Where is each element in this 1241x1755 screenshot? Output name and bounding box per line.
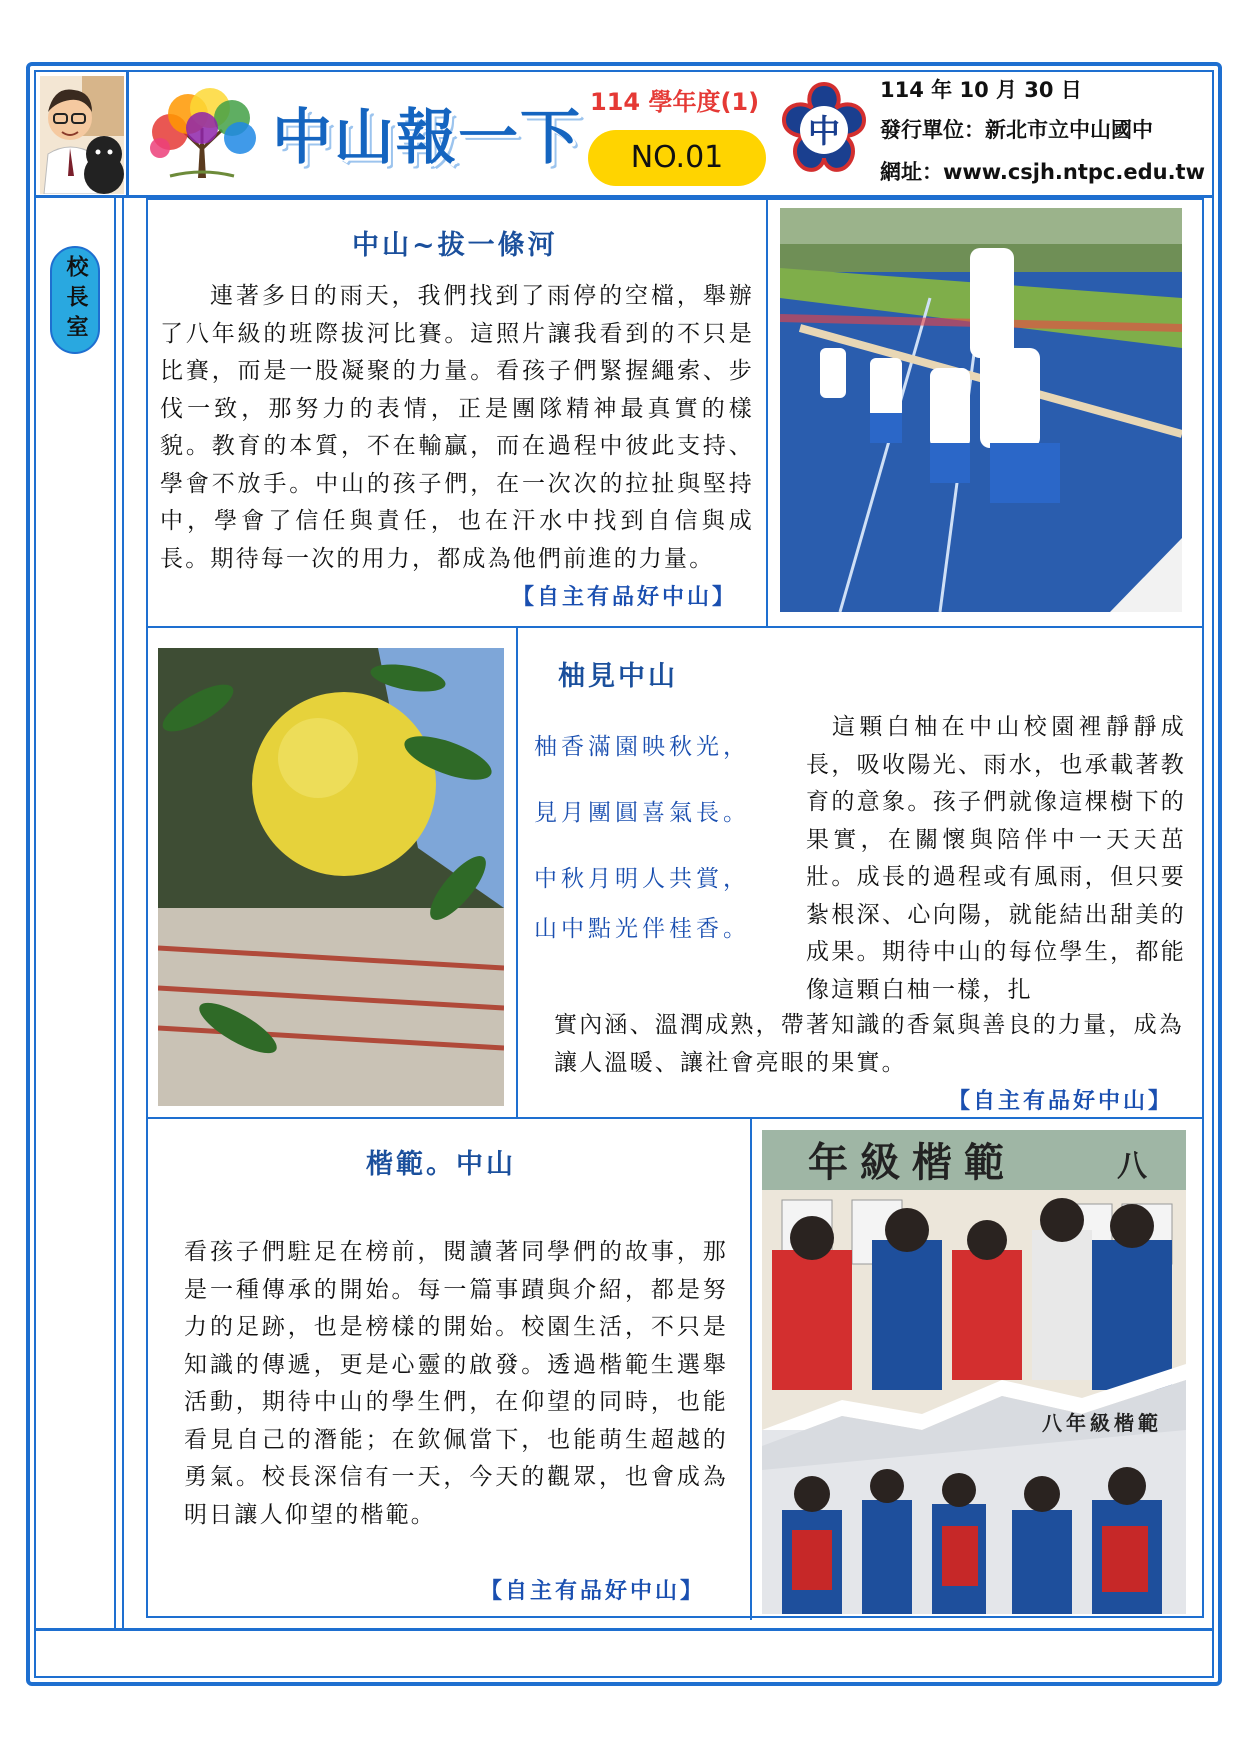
sidebar-divider [122,198,124,1628]
poem-line: 柚香滿園映秋光， [534,734,750,760]
poem [534,728,774,976]
website-link[interactable]: 網址：www.csjh.ntpc.edu.tw [880,160,1205,184]
poem-line: 山中點光伴桂香。 [534,916,750,942]
photo-sign-text: 年級楷範 [808,1140,1016,1186]
article-body: 連著多日的雨天，我們找到了雨停的空檔，舉辦了八年級的班際拔河比賽。這照片讓我看到的不只是比賽，而是一股凝聚的力量。看孩子們緊握繩索、步伐一致，那努力的表情，正是團隊精神最真實的樣貌。教育的本質，不在輸贏，而在過程中彼此支持、學會不放手。中山的孩子們，在一次次的拉扯與堅持中，學會了信任與責任，也在汗水中找到自信與成長。期待每一次的用力，都成為他們前進的力量。 [160,283,754,572]
article-title: 中山~拔一條河 [352,230,558,261]
tree-logo [140,88,264,180]
photo-sign-text: 八年級楷範 [1042,1411,1162,1435]
article-body-continued: 實內涵、溫潤成熟，帶著知識的香氣與善良的力量，成為讓人溫暖、讓社會亮眼的果實。 [554,1012,1184,1076]
column-divider [766,198,768,626]
pomelo-photo [158,648,504,1106]
photo-sign-text: 八 [1117,1149,1147,1184]
school-year: 114 學年度(1) [590,88,760,116]
article-body: 看孩子們駐足在榜前，閱讀著同學們的故事，那是一種傳承的開始。每一篇事蹟與介紹，都是努力的足跡，也是榜樣的開始。校園生活，不只是知識的傳遞，更是心靈的啟發。透過楷範生選舉活動，期待中山的學生們，在仰望的同時，也能看見自己的潛能；在欽佩當下，也能萌生超越的勇氣。校長深信有一天，今天的觀眾，也會成為明日讓人仰望的楷範。 [184,1239,728,1528]
article-motto: 【自主有品好中山】 [480,1578,706,1604]
issue-date: 114 年 10 月 30 日 [880,78,1082,102]
section-divider [146,626,1204,628]
article-motto: 【自主有品好中山】 [512,584,738,610]
section-divider [146,1117,1204,1119]
poem-line: 中秋月明人共賞， [534,866,750,892]
poem-line: 見月團圓喜氣長。 [534,800,750,826]
column-divider [516,626,518,1117]
school-emblem-text: 中 [807,112,841,150]
article-motto: 【自主有品好中山】 [948,1088,1174,1114]
school-emblem-icon [776,82,872,178]
department-tab: 校長室 [50,246,100,354]
newsletter-title: 中山報一下 [272,103,582,173]
header-divider [126,72,129,198]
article-body: 這顆白柚在中山校園裡靜靜成長，吸收陽光、雨水，也承載著教育的意象。孩子們就像這棵樹下的果實，在關懷與陪伴中一天天茁壯。成長的過程或有風雨，但只要紮根深、心向陽，就能結出甜美的成果。期待中山的每位學生，都能像這顆白柚一樣，扎 [806,714,1186,1003]
publisher: 發行單位：新北市立中山國中 [880,118,1153,142]
footer-divider [36,1628,1212,1631]
issue-badge: NO.01 [588,130,766,186]
tug-of-war-photo [780,208,1182,612]
principal-avatar [40,76,124,194]
article-title: 楷範。中山 [366,1149,516,1180]
article-title: 柚見中山 [558,661,678,692]
role-model-board-photo [762,1130,1186,1614]
column-divider [750,1117,752,1620]
sidebar-divider [114,198,116,1628]
